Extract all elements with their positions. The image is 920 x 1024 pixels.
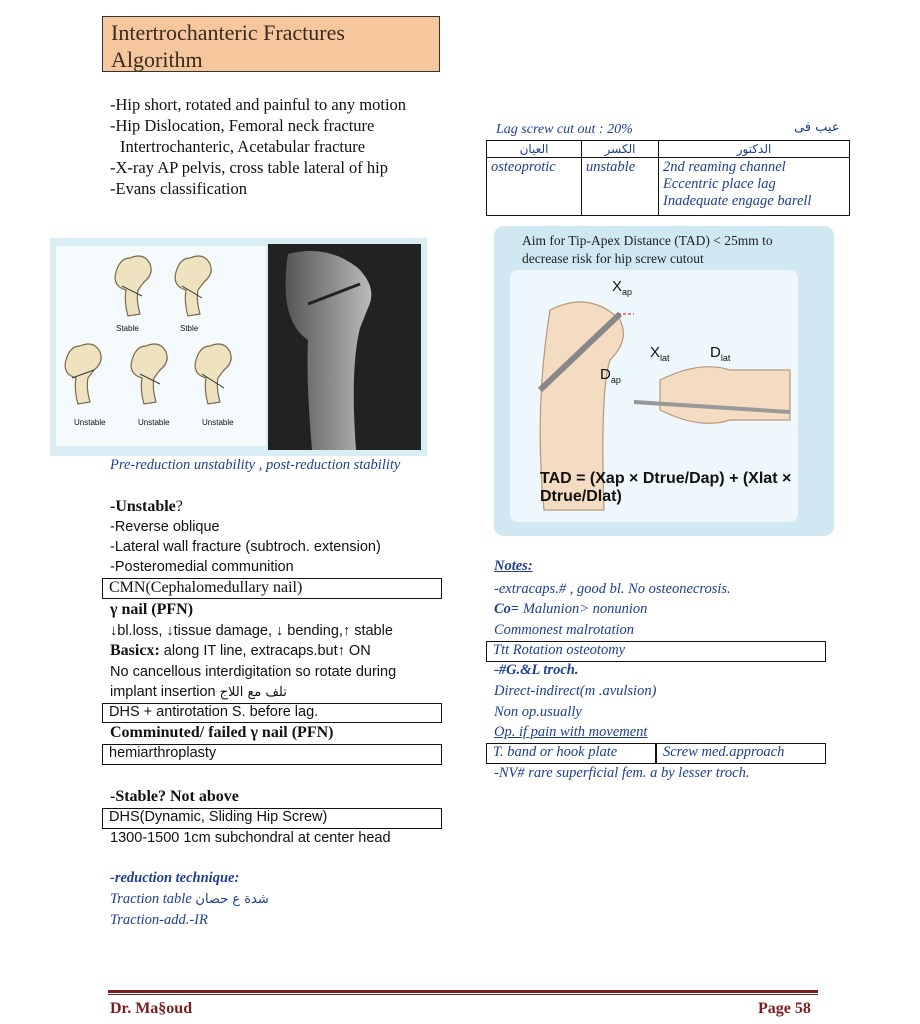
table-cell-line: Eccentric place lag — [663, 176, 776, 192]
label-unstable: Unstable — [138, 418, 170, 427]
tband-box: T. band or hook plate — [486, 743, 656, 764]
lag-screw-caption: Lag screw cut out : 20% — [496, 122, 633, 137]
gamma-nail-heading: γ nail (PFN) — [110, 601, 194, 618]
page-title — [102, 16, 440, 72]
intro-item: -Hip short, rotated and painful to any motion — [110, 95, 407, 114]
cmn-box: CMN(Cephalomedullary nail) — [102, 578, 442, 599]
gamma-note: ↓bl.loss, ↓tissue damage, ↓ bending,↑ stable — [110, 623, 393, 639]
table-cell: unstable — [582, 158, 659, 216]
notes-line: Commonest malrotation — [494, 622, 635, 638]
title-line-2: Algorithm — [111, 47, 203, 72]
footer-author: Dr. Ma§oud — [110, 1000, 193, 1017]
title-line-1: Intertrochanteric Fractures — [111, 20, 345, 45]
list-item: -Posteromedial communition — [110, 559, 294, 575]
label-unstable: Unstable — [202, 418, 234, 427]
stable-heading: -Stable? Not above — [110, 788, 239, 805]
label-stable: Stble — [180, 324, 199, 333]
tad-diagram — [510, 270, 798, 522]
table-cell — [659, 158, 850, 216]
label-dap: $D_{ap}$ — [600, 366, 621, 385]
table-cell: osteoprotic — [487, 158, 582, 216]
list-item: -Lateral wall fracture (subtroch. extension) — [110, 539, 381, 555]
label-unstable: Unstable — [74, 418, 106, 427]
notes-line: Direct-indirect(m .avulsion) — [494, 683, 657, 699]
tad-formula: TAD = (Xap × Dtrue/Dap) + (Xlat × Dtrue/Dlat) — [540, 470, 792, 505]
rotation-osteotomy-box: Ttt Rotation osteotomy — [486, 641, 826, 662]
intro-item: -Evans classification — [110, 179, 247, 198]
notes-line: -extracaps.# , good bl. No osteonecrosis. — [494, 581, 731, 597]
table-cell-line: 2nd reaming channel — [663, 159, 786, 175]
footer-rule — [108, 994, 818, 995]
page-number: Page 58 — [758, 1000, 811, 1017]
notes-line: Op. if pain with movement — [494, 724, 648, 740]
cancellous-line: No cancellous interdigitation so rotate during — [110, 664, 397, 680]
intro-item: -Hip Dislocation, Femoral neck fracture — [110, 116, 375, 135]
notes-line: Co= Malunion> nonunion — [494, 601, 648, 617]
table-header: الدكتور — [659, 141, 850, 158]
tad-heading: Aim for Tip-Apex Distance (TAD) < 25mm to decrease risk for hip screw cutout — [522, 233, 773, 266]
intro-item: Intertrochanteric, Acetabular fracture — [120, 137, 366, 156]
reduction-line: Traction-add.-IR — [110, 912, 208, 928]
notes-line: -NV# rare superficial fem. a by lesser troch. — [494, 765, 750, 781]
notes-line: Non op.usually — [494, 704, 582, 720]
dhs-box: DHS(Dynamic, Sliding Hip Screw) — [102, 808, 442, 829]
footer-rule — [108, 990, 818, 993]
unstable-heading: -Unstable? — [110, 498, 183, 515]
notes-heading: Notes: — [494, 558, 533, 574]
comminuted-heading: Comminuted/ failed γ nail (PFN) — [110, 724, 334, 741]
label-xap: $X_{ap}$ — [612, 278, 633, 297]
lag-screw-table — [486, 140, 850, 216]
intro-list — [110, 94, 406, 199]
xray-image — [268, 244, 421, 450]
label-xlat: $X_{lat}$ — [650, 344, 670, 363]
reduction-line: Traction table شدة ع حصان — [110, 891, 269, 907]
reduction-heading: -reduction technique: — [110, 870, 240, 886]
hemiarthroplasty-box: hemiarthroplasty — [102, 744, 442, 765]
arabic-caption: عيب فى — [794, 120, 840, 135]
label-dlat: $D_{lat}$ — [710, 344, 731, 363]
implant-line: implant insertion تلف مع اللاج — [110, 684, 287, 700]
table-header: العيان — [487, 141, 582, 158]
screw-approach-box: Screw med.approach — [656, 743, 826, 764]
table-cell-line: Inadequate engage barell — [663, 193, 812, 209]
list-item: -Reverse oblique — [110, 519, 220, 535]
figure-caption: Pre-reduction unstability , post-reduction stability — [110, 457, 401, 473]
basics-line: Basicx: along IT line, extracaps.but↑ ON — [110, 642, 371, 659]
label-stable: Stable — [116, 324, 139, 333]
intro-item: -X-ray AP pelvis, cross table lateral of hip — [110, 158, 388, 177]
table-header: الكسر — [582, 141, 659, 158]
notes-line: -#G.&L troch. — [494, 662, 579, 678]
dhs-antirotation-box: DHS + antirotation S. before lag. — [102, 703, 442, 723]
stable-note: 1300-1500 1cm subchondral at center head — [110, 830, 391, 846]
